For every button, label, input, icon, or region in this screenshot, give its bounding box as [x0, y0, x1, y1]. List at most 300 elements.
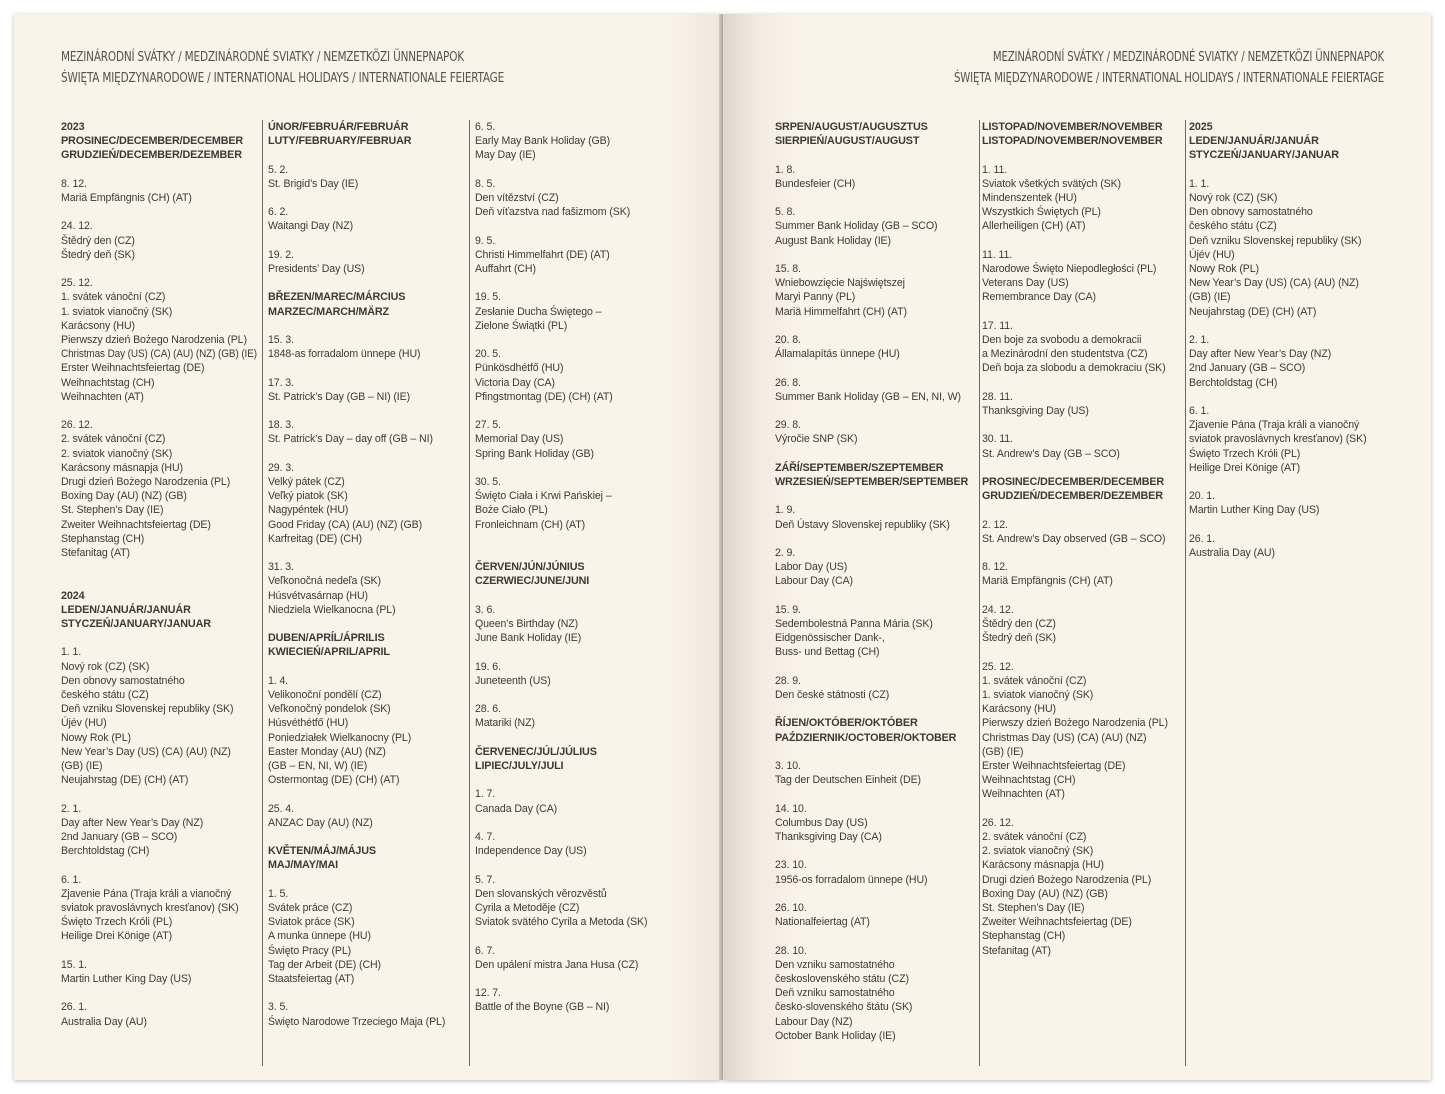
column-divider	[979, 120, 980, 1066]
holiday-name: Presidents’ Day (US)	[268, 262, 365, 275]
holiday-date: 2. 1.	[1189, 334, 1210, 347]
holiday-date: 28. 10.	[775, 944, 807, 957]
holiday-name: Veľkonočný pondelok (SK)	[268, 703, 391, 716]
holiday-entry	[268, 802, 466, 830]
holiday-date: 15. 8.	[775, 262, 801, 275]
holiday-date: 5. 2.	[268, 163, 289, 176]
holiday-name: Eidgenössischer Dank-,	[775, 632, 885, 645]
holiday-name: Mariä Himmelfahrt (CH) (AT)	[775, 305, 907, 318]
holiday-entry	[775, 546, 975, 589]
holiday-name: Államalapítás ünnepe (HU)	[775, 348, 900, 361]
holiday-date: 20. 8.	[775, 333, 801, 346]
left-page	[14, 14, 721, 1080]
holiday-entry	[982, 248, 1182, 305]
holiday-name: Cyrila a Metoděje (CZ)	[475, 901, 580, 914]
holiday-entry	[775, 262, 975, 319]
holiday-entry	[775, 802, 975, 845]
month-heading-line: PAŹDZIERNIK/OCTOBER/OKTOBER	[775, 731, 957, 744]
holiday-name: 2nd January (GB – SCO)	[61, 831, 178, 844]
holiday-date: 25. 4.	[268, 802, 294, 815]
holiday-entry	[775, 674, 975, 702]
holiday-date: 8. 12.	[982, 561, 1008, 574]
holiday-name: Boxing Day (AU) (NZ) (GB)	[982, 887, 1108, 900]
holiday-name: Karfreitag (DE) (CH)	[268, 532, 362, 545]
holiday-name: Den vítězství (CZ)	[475, 192, 559, 204]
holiday-entry	[775, 376, 975, 404]
holiday-name: Summer Bank Holiday (GB – EN, NI, W)	[775, 390, 961, 403]
holiday-name: Święto Trzech Króli (PL)	[1189, 447, 1301, 460]
holiday-name: Święto Narodowe Trzeciego Maja (PL)	[268, 1015, 446, 1028]
holiday-date: 6. 2.	[268, 206, 289, 219]
holiday-date: 19. 2.	[268, 248, 294, 261]
holiday-name: May Day (IE)	[475, 149, 536, 162]
holiday-name: Zesłanie Ducha Świętego –	[475, 305, 602, 318]
holiday-name: Battle of the Boyne (GB – NI)	[475, 1001, 610, 1014]
holiday-name: Juneteenth (US)	[475, 674, 551, 687]
holiday-name: sviatok pravoslávnych kresťanov) (SK)	[1189, 433, 1367, 446]
holiday-entry	[268, 560, 466, 617]
holiday-entry	[61, 276, 257, 404]
holiday-date: 15. 1.	[61, 958, 87, 971]
holiday-name: Veľkonočná nedeľa (SK)	[268, 575, 381, 588]
holiday-name: Húsvétvasárnap (HU)	[268, 589, 368, 602]
holiday-date: 29. 3.	[268, 461, 294, 474]
holiday-date: 14. 10.	[775, 802, 807, 815]
holiday-name: Australia Day (AU)	[1189, 547, 1275, 560]
holiday-name: Independence Day (US)	[475, 845, 587, 858]
holiday-name: Spring Bank Holiday (GB)	[475, 447, 594, 460]
holiday-name: Fronleichnam (CH) (AT)	[475, 518, 586, 531]
holiday-entry	[268, 248, 466, 276]
holiday-name: Weihnachtstag (CH)	[61, 376, 155, 389]
holiday-name: St. Andrew’s Day (GB – SCO)	[982, 447, 1120, 460]
month-heading-line: PROSINEC/DECEMBER/DECEMBER	[61, 135, 244, 148]
holiday-date: 6. 7.	[475, 944, 496, 957]
holiday-name: (GB – EN, NI, W) (IE)	[268, 759, 368, 772]
holiday-name: Allerheiligen (CH) (AT)	[982, 220, 1086, 233]
holiday-date: 30. 5.	[475, 475, 501, 488]
month-heading-line: MAJ/MAY/MAI	[268, 859, 338, 872]
holiday-name: Nagypéntek (HU)	[268, 504, 349, 517]
holiday-name: Stephanstag (CH)	[982, 930, 1066, 943]
holiday-name: Matariki (NZ)	[475, 717, 535, 730]
holiday-name: Narodowe Święto Niepodległości (PL)	[982, 263, 1157, 275]
holiday-name: Nový rok (CZ) (SK)	[61, 660, 150, 673]
holiday-name: A munka ünnepe (HU)	[268, 930, 371, 943]
holiday-date: 12. 7.	[475, 987, 501, 1000]
holiday-entry	[475, 787, 675, 815]
holiday-entry	[61, 958, 257, 986]
holiday-date: 5. 7.	[475, 873, 496, 886]
month-heading-line: DUBEN/APRÍL/ÁPRILIS	[268, 632, 385, 645]
holiday-name: Wszystkich Świętych (PL)	[982, 206, 1101, 219]
holiday-name: 1. svátek vánoční (CZ)	[982, 674, 1087, 687]
month-heading	[775, 120, 975, 148]
month-heading-line: PROSINEC/DECEMBER/DECEMBER	[982, 475, 1165, 488]
holiday-date: 6. 5.	[475, 121, 496, 133]
holiday-name: Staatsfeiertag (AT)	[268, 972, 355, 985]
holiday-entry	[775, 163, 975, 191]
holiday-date: 24. 12.	[61, 220, 93, 233]
holiday-entry	[475, 986, 675, 1014]
holiday-name: Christmas Day (US) (CA) (AU) (NZ)	[982, 731, 1147, 744]
holiday-entry	[475, 873, 675, 930]
holiday-name: Labor Day (US)	[775, 561, 848, 574]
month-heading-line: ČERVEN/JÚN/JÚNIUS	[475, 561, 585, 574]
holiday-entry	[1189, 532, 1389, 560]
holiday-name: Berchtoldstag (CH)	[61, 845, 150, 858]
holiday-name: Veľký piatok (SK)	[268, 490, 348, 503]
month-heading	[268, 120, 466, 148]
holiday-date: 8. 12.	[61, 177, 87, 190]
holiday-entry	[775, 901, 975, 929]
holiday-name: Remembrance Day (CA)	[982, 291, 1096, 304]
holiday-date: 2. 9.	[775, 546, 796, 559]
holiday-name: Velký pátek (CZ)	[268, 475, 345, 488]
month-heading-line: LEDEN/JANUÁR/JANUÁR	[61, 603, 191, 616]
holiday-name: Deň vzniku Slovenskej republiky (SK)	[61, 703, 234, 716]
holiday-name: Karácsony másnapja (HU)	[982, 859, 1104, 872]
month-heading-line: GRUDZIEŃ/DECEMBER/DEZEMBER	[61, 149, 242, 162]
month-heading	[268, 290, 466, 318]
holiday-name: Karácsony (HU)	[61, 319, 135, 332]
holiday-date: 1. 11.	[982, 163, 1008, 176]
holiday-date: 28. 11.	[982, 390, 1013, 403]
right-page	[723, 14, 1431, 1080]
holiday-entry	[1189, 177, 1389, 319]
holiday-name: Sedembolestná Panna Mária (SK)	[775, 617, 933, 630]
holiday-name: 2. sviatok vianočný (SK)	[61, 447, 173, 460]
holiday-name: Den obnovy samostatného	[61, 674, 185, 687]
month-heading-line: STYCZEŃ/JANUARY/JANUAR	[61, 618, 211, 631]
holiday-name: Zielone Świątki (PL)	[475, 319, 568, 332]
holiday-date: 25. 12.	[61, 277, 93, 290]
header-line: MEZINÁRODNÍ SVÁTKY / MEDZINÁRODNÉ SVIATKY / NEMZETKÖZI ÜNNEPNAPOK	[61, 50, 464, 65]
holiday-name: českého státu (CZ)	[61, 689, 149, 702]
holiday-name: Święto Pracy (PL)	[268, 944, 352, 957]
holiday-entry	[775, 944, 975, 1043]
holiday-entry	[475, 347, 675, 404]
holiday-name: Veterans Day (US)	[982, 277, 1069, 290]
holiday-entry	[982, 319, 1182, 376]
holiday-name: Nowy Rok (PL)	[1189, 263, 1259, 276]
holiday-name: Zjavenie Pána (Traja králi a vianočný	[1189, 419, 1360, 432]
holiday-name: Poniedziałek Wielkanocny (PL)	[268, 731, 412, 744]
holiday-date: 17. 3.	[268, 376, 294, 389]
holiday-name: Zweiter Weihnachtsfeiertag (DE)	[982, 916, 1132, 929]
holiday-entry	[1189, 333, 1389, 390]
holiday-name: Maryi Panny (PL)	[775, 291, 856, 304]
holiday-entry	[268, 674, 466, 788]
holiday-entry	[61, 873, 257, 944]
holiday-entry	[775, 759, 975, 787]
month-heading	[61, 589, 257, 632]
holiday-name: St. Brigid’s Day (IE)	[268, 177, 359, 190]
holiday-name: Early May Bank Holiday (GB)	[475, 135, 611, 148]
holiday-name: St. Stephen’s Day (IE)	[61, 504, 164, 517]
holiday-entry	[268, 418, 466, 446]
month-heading-line: 2025	[1189, 121, 1213, 133]
holiday-name: Mariä Empfängnis (CH) (AT)	[982, 575, 1113, 588]
holiday-column	[268, 120, 466, 1043]
holiday-name: Martin Luther King Day (US)	[1189, 504, 1320, 517]
holiday-entry	[268, 163, 466, 191]
column-divider	[469, 120, 470, 1066]
holiday-date: 26. 12.	[61, 419, 93, 432]
holiday-name: 2. svátek vánoční (CZ)	[982, 830, 1087, 843]
holiday-name: St. Patrick’s Day – day off (GB – NI)	[268, 433, 433, 446]
month-heading-line: MARZEC/MARCH/MÄRZ	[268, 305, 389, 318]
holiday-name: Výročie SNP (SK)	[775, 433, 858, 446]
holiday-entry	[775, 503, 975, 531]
holiday-name: Summer Bank Holiday (GB – SCO)	[775, 220, 938, 233]
holiday-name: Svátek práce (CZ)	[268, 901, 353, 914]
holiday-name: Drugi dzień Bożego Narodzenia (PL)	[61, 476, 231, 489]
holiday-name: Berchtoldstag (CH)	[1189, 376, 1278, 389]
holiday-name: St. Stephen’s Day (IE)	[982, 902, 1085, 914]
holiday-name: Újév (HU)	[61, 717, 107, 730]
holiday-entry	[475, 660, 675, 688]
holiday-entry	[268, 461, 466, 546]
holiday-name: 2. sviatok vianočný (SK)	[982, 845, 1094, 858]
holiday-name: Good Friday (CA) (AU) (NZ) (GB)	[268, 518, 423, 531]
holiday-column	[61, 120, 257, 1043]
holiday-name: Nationalfeiertag (AT)	[775, 916, 870, 929]
holiday-name: Bundesfeier (CH)	[775, 177, 856, 190]
holiday-name: Erster Weihnachtsfeiertag (DE)	[982, 759, 1126, 772]
month-heading	[775, 716, 975, 744]
holiday-date: 1. 1.	[1189, 177, 1210, 190]
month-heading-line: CZERWIEC/JUNE/JUNI	[475, 575, 590, 588]
holiday-name: St. Andrew’s Day observed (GB – SCO)	[982, 532, 1166, 545]
holiday-column	[775, 120, 975, 1057]
holiday-name: October Bank Holiday (IE)	[775, 1029, 896, 1042]
holiday-name: Štedrý deň (SK)	[982, 632, 1056, 645]
month-heading	[982, 475, 1182, 503]
holiday-name: Mariä Empfängnis (CH) (AT)	[61, 192, 192, 204]
holiday-entry	[982, 560, 1182, 588]
holiday-name: Újév (HU)	[1189, 248, 1235, 261]
holiday-name: Neujahrstag (DE) (CH) (AT)	[1189, 305, 1317, 318]
holiday-name: Canada Day (CA)	[475, 802, 558, 815]
holiday-name: Tag der Deutschen Einheit (DE)	[775, 774, 921, 787]
holiday-name: Wniebowzięcie Najświętszej	[775, 277, 905, 290]
holiday-name: Waitangi Day (NZ)	[268, 220, 354, 233]
holiday-date: 29. 8.	[775, 419, 801, 432]
holiday-date: 24. 12.	[982, 603, 1014, 616]
holiday-entry	[268, 205, 466, 233]
month-heading	[61, 120, 257, 163]
holiday-name: Pfingstmontag (DE) (CH) (AT)	[475, 390, 613, 403]
holiday-date: 19. 5.	[475, 291, 501, 304]
holiday-name: Den slovanských věrozvěstů	[475, 887, 607, 900]
holiday-name: Mindenszentek (HU)	[982, 192, 1077, 204]
holiday-name: Thanksgiving Day (CA)	[775, 830, 882, 843]
holiday-name: 2. svátek vánoční (CZ)	[61, 433, 166, 446]
month-heading-line: SIERPIEŃ/AUGUST/AUGUST	[775, 135, 920, 148]
holiday-name: Nový rok (CZ) (SK)	[1189, 192, 1278, 204]
holiday-name: Den vzniku samostatného	[775, 958, 895, 971]
month-heading-line: ŘÍJEN/OKTÓBER/OKTÓBER	[775, 717, 918, 730]
holiday-name: Day after New Year’s Day (NZ)	[61, 816, 204, 829]
right-page-header	[954, 47, 1384, 89]
holiday-name: Deň vzniku samostatného	[775, 987, 895, 1000]
holiday-name: Den obnovy samostatného	[1189, 206, 1313, 219]
holiday-entry	[982, 432, 1182, 460]
holiday-name: Deň vzniku Slovenskej republiky (SK)	[1189, 234, 1362, 247]
month-heading-line: LEDEN/JANUÁR/JANUÁR	[1189, 135, 1319, 148]
month-heading	[475, 560, 675, 588]
column-divider	[1185, 120, 1186, 1066]
holiday-name: Easter Monday (AU) (NZ)	[268, 745, 386, 758]
holiday-date: 2. 1.	[61, 802, 82, 815]
month-heading-line: LISTOPAD/NOVEMBER/NOVEMBER	[982, 135, 1163, 148]
holiday-entry	[982, 816, 1182, 958]
holiday-entry	[982, 603, 1182, 646]
holiday-name: Stefanitag (AT)	[982, 944, 1051, 957]
month-heading-line: SRPEN/AUGUST/AUGUSZTUS	[775, 121, 928, 133]
holiday-date: 28. 6.	[475, 703, 501, 716]
holiday-entry	[268, 1000, 466, 1028]
holiday-entry	[61, 802, 257, 859]
holiday-entry	[475, 418, 675, 461]
holiday-date: 26. 12.	[982, 816, 1014, 829]
holiday-entry	[61, 177, 257, 205]
month-heading-line: ÚNOR/FEBRUÁR/FEBRUÁR	[268, 121, 409, 133]
holiday-name: Tag der Arbeit (DE) (CH)	[268, 958, 381, 971]
header-line: MEZINÁRODNÍ SVÁTKY / MEDZINÁRODNÉ SVIATKY / NEMZETKÖZI ÜNNEPNAPOK	[992, 50, 1384, 65]
month-heading-line: 2024	[61, 589, 85, 602]
holiday-name: Štědrý den (CZ)	[982, 617, 1056, 630]
holiday-name: Weihnachten (AT)	[61, 390, 144, 403]
holiday-entry	[61, 219, 257, 262]
holiday-date: 26. 1.	[1189, 532, 1215, 545]
holiday-name: Weihnachten (AT)	[982, 788, 1065, 801]
holiday-name: Australia Day (AU)	[61, 1015, 147, 1028]
holiday-name: Columbus Day (US)	[775, 816, 868, 829]
holiday-date: 1. 5.	[268, 887, 289, 900]
holiday-name: St. Patrick’s Day (GB – NI) (IE)	[268, 390, 410, 403]
holiday-date: 1. 1.	[61, 646, 82, 659]
holiday-column	[475, 120, 675, 1029]
month-heading	[982, 120, 1182, 148]
month-heading-line: 2023	[61, 121, 85, 133]
holiday-entry	[1189, 489, 1389, 517]
holiday-entry	[982, 518, 1182, 546]
holiday-entry	[268, 887, 466, 986]
holiday-entry	[982, 660, 1182, 802]
holiday-name: Zjavenie Pána (Traja králi a vianočný	[61, 887, 232, 900]
holiday-name: Pünkösdhétfő (HU)	[475, 362, 564, 375]
holiday-date: 1. 4.	[268, 674, 289, 687]
book-spread	[14, 14, 1431, 1080]
holiday-name: Pierwszy dzień Bożego Narodzenia (PL)	[61, 334, 247, 346]
holiday-column	[982, 120, 1182, 972]
month-heading	[268, 631, 466, 659]
holiday-date: 8. 5.	[475, 177, 496, 190]
holiday-name: 1848-as forradalom ünnepe (HU)	[268, 348, 421, 361]
holiday-date: 26. 1.	[61, 1001, 87, 1014]
holiday-entry	[775, 418, 975, 446]
holiday-date: 2. 12.	[982, 518, 1008, 531]
holiday-entry	[475, 120, 675, 163]
holiday-name: sviatok pravoslávnych kresťanov) (SK)	[61, 902, 239, 915]
holiday-entry	[982, 163, 1182, 234]
holiday-name: Den upálení mistra Jana Husa (CZ)	[475, 958, 639, 971]
holiday-entry	[475, 475, 675, 532]
month-heading-line: LISTOPAD/NOVEMBER/NOVEMBER	[982, 121, 1163, 133]
holiday-name: Sviatok práce (SK)	[268, 916, 355, 929]
holiday-name: Christmas Day (US) (CA) (AU) (NZ) (GB) (IE)	[61, 348, 257, 361]
holiday-date: 17. 11.	[982, 319, 1013, 332]
holiday-entry	[61, 645, 257, 787]
holiday-name: Boże Ciało (PL)	[475, 504, 548, 517]
holiday-name: (GB) (IE)	[982, 745, 1024, 758]
holiday-name: Sviatok všetkých svätých (SK)	[982, 177, 1121, 190]
header-line: ŚWIĘTA MIĘDZYNARODOWE / INTERNATIONAL HOLIDAYS / INTERNATIONALE FEIERTAGE	[953, 71, 1384, 86]
month-heading-line: KVĚTEN/MÁJ/MÁJUS	[268, 845, 376, 858]
holiday-entry	[475, 702, 675, 730]
holiday-name: Labour Day (CA)	[775, 575, 853, 588]
left-page-header	[61, 47, 504, 89]
month-heading-line: ZÁŘÍ/SEPTEMBER/SZEPTEMBER	[775, 461, 944, 474]
holiday-date: 6. 1.	[1189, 405, 1210, 418]
header-line: ŚWIĘTA MIĘDZYNARODOWE / INTERNATIONAL HOLIDAYS / INTERNATIONALE FEIERTAGE	[61, 71, 505, 86]
month-heading-line: KWIECIEŃ/APRIL/APRIL	[268, 646, 390, 659]
holiday-entry	[775, 858, 975, 886]
holiday-date: 3. 5.	[268, 1001, 289, 1014]
holiday-date: 3. 6.	[475, 603, 496, 616]
holiday-name: Święto Ciała i Krwi Pańskiej –	[475, 490, 612, 503]
holiday-entry	[61, 1000, 257, 1028]
holiday-name: 1. svátek vánoční (CZ)	[61, 291, 166, 304]
holiday-name: Martin Luther King Day (US)	[61, 973, 192, 986]
month-heading-line: WRZESIEŃ/SEPTEMBER/SEPTEMBER	[775, 475, 969, 488]
month-heading	[475, 745, 675, 773]
holiday-name: Den české státnosti (CZ)	[775, 688, 890, 701]
holiday-date: 30. 11.	[982, 433, 1013, 446]
holiday-name: Memorial Day (US)	[475, 433, 564, 446]
month-heading	[268, 844, 466, 872]
holiday-date: 15. 9.	[775, 603, 801, 616]
holiday-name: August Bank Holiday (IE)	[775, 234, 891, 247]
holiday-name: česko-slovenského štátu (SK)	[775, 1001, 913, 1014]
holiday-entry	[268, 376, 466, 404]
holiday-name: Heilige Drei Könige (AT)	[61, 930, 173, 943]
holiday-name: Karácsony másnapja (HU)	[61, 461, 183, 474]
holiday-date: 28. 9.	[775, 674, 801, 687]
holiday-date: 15. 3.	[268, 333, 294, 346]
holiday-name: Zweiter Weihnachtsfeiertag (DE)	[61, 518, 211, 531]
holiday-name: a Mezinárodní den studentstva (CZ)	[982, 348, 1148, 361]
holiday-name: Boxing Day (AU) (NZ) (GB)	[61, 490, 187, 503]
holiday-entry	[475, 234, 675, 277]
holiday-date: 1. 8.	[775, 163, 796, 176]
holiday-date: 27. 5.	[475, 419, 501, 432]
holiday-name: Velikonoční pondělí (CZ)	[268, 688, 382, 701]
holiday-name: Święto Trzech Króli (PL)	[61, 916, 173, 929]
holiday-name: Labour Day (NZ)	[775, 1015, 853, 1028]
holiday-name: Stephanstag (CH)	[61, 532, 145, 545]
holiday-name: Weihnachtstag (CH)	[982, 774, 1076, 787]
holiday-date: 6. 1.	[61, 873, 82, 886]
holiday-name: českého státu (CZ)	[1189, 220, 1277, 233]
holiday-date: 18. 3.	[268, 419, 294, 432]
holiday-name: Sviatok svätého Cyrila a Metoda (SK)	[475, 916, 648, 929]
holiday-date: 9. 5.	[475, 234, 496, 247]
holiday-name: Neujahrstag (DE) (CH) (AT)	[61, 774, 189, 787]
holiday-entry	[775, 603, 975, 660]
